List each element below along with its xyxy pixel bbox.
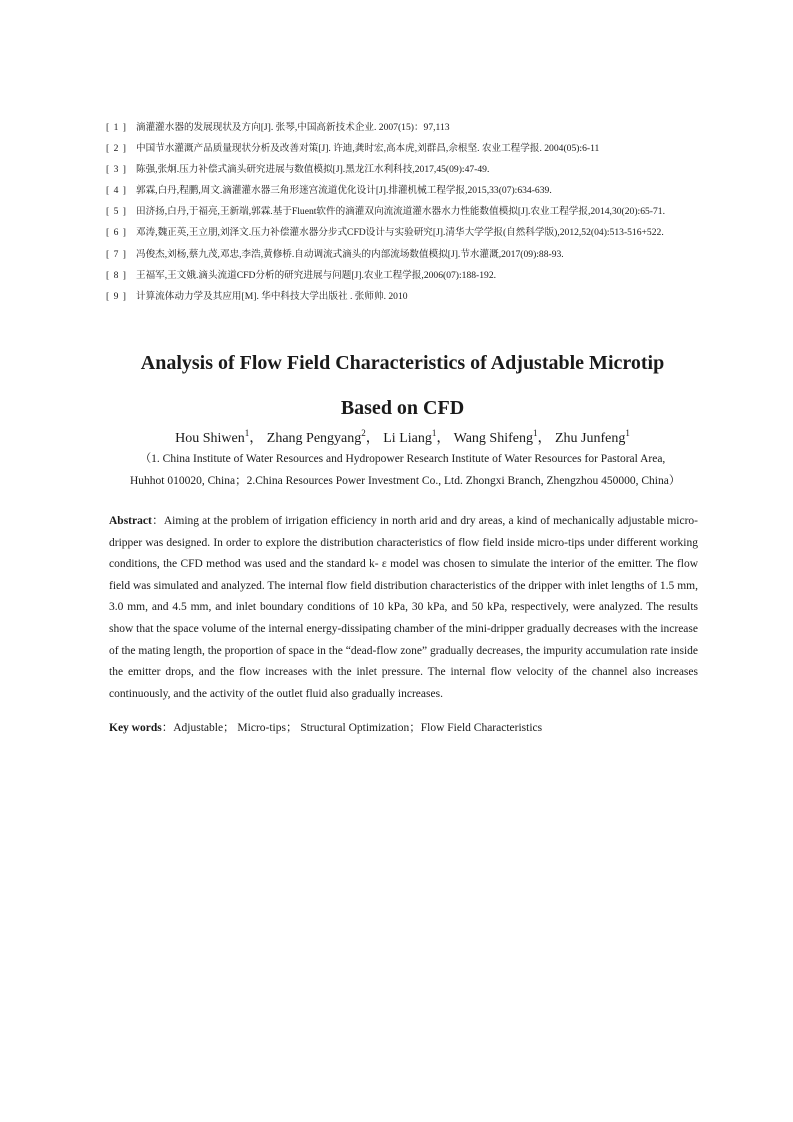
reference-item xyxy=(106,117,766,138)
reference-item xyxy=(106,244,766,265)
author-separator: ， xyxy=(537,431,552,446)
author-separator: ， xyxy=(365,431,380,446)
author-name: Wang Shifeng xyxy=(453,431,533,446)
reference-number: [ 8 ] xyxy=(106,269,127,281)
reference-item xyxy=(106,138,766,159)
reference-text: 陈强,张炯.压力补偿式滴头研究进展与数值模拟[J].黑龙江水利科技,2017,45(09):47-49. xyxy=(136,164,490,176)
author-affiliation-mark: 1 xyxy=(244,428,250,438)
author-name: Zhu Junfeng xyxy=(554,431,626,446)
reference-text: 冯俊杰,刘杨,蔡九茂,邓忠,李浩,黄修桥.自动调流式滴头的内部流场数值模拟[J].节水灌溉,2017(09):88-93. xyxy=(136,248,564,260)
reference-text: 滴灌灌水器的发展现状及方向[J]. 张琴,中国高新技术企业. 2007(15)：97,113 xyxy=(136,122,450,133)
abstract-label: Abstract xyxy=(109,515,152,527)
reference-item xyxy=(106,265,766,286)
reference-text: 郭霖,白丹,程鹏,周文.滴灌灌水器三角形迷宫流道优化设计[J].排灌机械工程学报,2015,33(07):634-639. xyxy=(136,185,552,197)
reference-list xyxy=(106,117,766,307)
reference-number: [ 9 ] xyxy=(106,290,127,302)
author-affiliation-mark: 1 xyxy=(532,428,538,438)
reference-number: [ 3 ] xyxy=(106,164,127,176)
reference-item xyxy=(106,159,766,180)
reference-number: [ 7 ] xyxy=(106,248,127,260)
paper-title-line-2: Based on CFD xyxy=(340,397,465,419)
author-list xyxy=(0,427,793,447)
reference-text: 田济扬,白丹,于福亮,王新端,郭霖.基于Fluent软件的滴灌双向流流道灌水器水力性能数值模拟[J].农业工程学报,2014,30(20):65-71. xyxy=(136,206,665,218)
abstract-paragraph xyxy=(109,511,698,705)
reference-text: 邓涛,魏正英,王立朋,刘泽文.压力补偿灌水器分步式CFD设计与实验研究[J].清华大学学报(自然科学版),2012,52(04):513-516+522. xyxy=(136,227,664,239)
author-name: Hou Shiwen xyxy=(175,431,245,446)
reference-number: [ 6 ] xyxy=(106,227,127,239)
author-separator: ， xyxy=(436,431,451,446)
author-affiliation-mark: 1 xyxy=(625,428,630,438)
reference-item xyxy=(106,180,766,201)
reference-item xyxy=(106,222,766,243)
author-name: Zhang Pengyang xyxy=(266,431,362,446)
reference-text: 计算流体动力学及其应用[M]. 华中科技大学出版社 . 张师帅. 2010 xyxy=(136,290,408,302)
reference-text: 中国节水灌溉产品质量现状分析及改善对策[J]. 许迪,龚时宏,高本虎,刘群昌,佘根坚. 农业工程学报. 2004(05):6-11 xyxy=(136,143,600,155)
reference-number: [ 1 ] xyxy=(106,122,127,133)
reference-number: [ 5 ] xyxy=(106,206,127,218)
keywords-line xyxy=(109,718,698,739)
abstract-text: Aiming at the problem of irrigation efficiency in north arid and dry areas, a kind of mechanically adjustable micro-dripper was designed. In order to explore the distribution characteristics of flow field inside micro-tips under different working conditions, the CFD method was used and the standard k- ε model was chosen to simulate the interior of the emitter. The flow field was simulated and analyzed. The internal flow field distribution characteristics of the dripper with inlet lengths of 1.5 mm, 3.0 mm, and 4.5 mm, and inlet boundary conditions of 10 kPa, 30 kPa, and 50 kPa, respectively, were analyzed. The results show that the space volume of the internal energy-dissipating chamber of the mini-dripper gradually decreases with the increase of the mating length, the proportion of space in the “dead-flow zone” gradually decreases, the impurity accumulation rate inside the emitter drops, and the flow increases with the inlet pressure. The internal flow velocity of the channel also increases continuously, and the activity of the outlet fluid also gradually increases. xyxy=(109,515,698,700)
author-separator: ， xyxy=(249,431,264,446)
abstract-colon: ： xyxy=(151,515,164,527)
reference-number: [ 4 ] xyxy=(106,185,127,197)
reference-number: [ 2 ] xyxy=(106,143,127,155)
author-affiliation-mark: 2 xyxy=(361,428,366,438)
author-affiliation-mark: 1 xyxy=(431,428,437,438)
reference-item xyxy=(106,201,766,222)
reference-text: 王福军,王文娥.滴头流道CFD分析的研究进展与问题[J].农业工程学报,2006(07):188-192. xyxy=(136,269,497,281)
keywords-text: Adjustable； Micro-tips； Structural Optimization；Flow Field Characteristics xyxy=(173,722,543,734)
keywords-colon: ： xyxy=(161,722,174,734)
author-name: Li Liang xyxy=(383,431,432,446)
keywords-label: Key words xyxy=(109,722,162,734)
reference-item xyxy=(106,286,766,307)
affiliations: （1. China Institute of Water Resources and Hydropower Research Institute of Water Resources for Pastoral Area, Huhhot 010020, China；2.China Resources Power Investment Co., Ltd. Zhongxi Branch, Zhengzhou 450000, China） xyxy=(130,453,681,487)
paper-title-line-1: Analysis of Flow Field Characteristics of Adjustable Microtip xyxy=(140,352,665,374)
